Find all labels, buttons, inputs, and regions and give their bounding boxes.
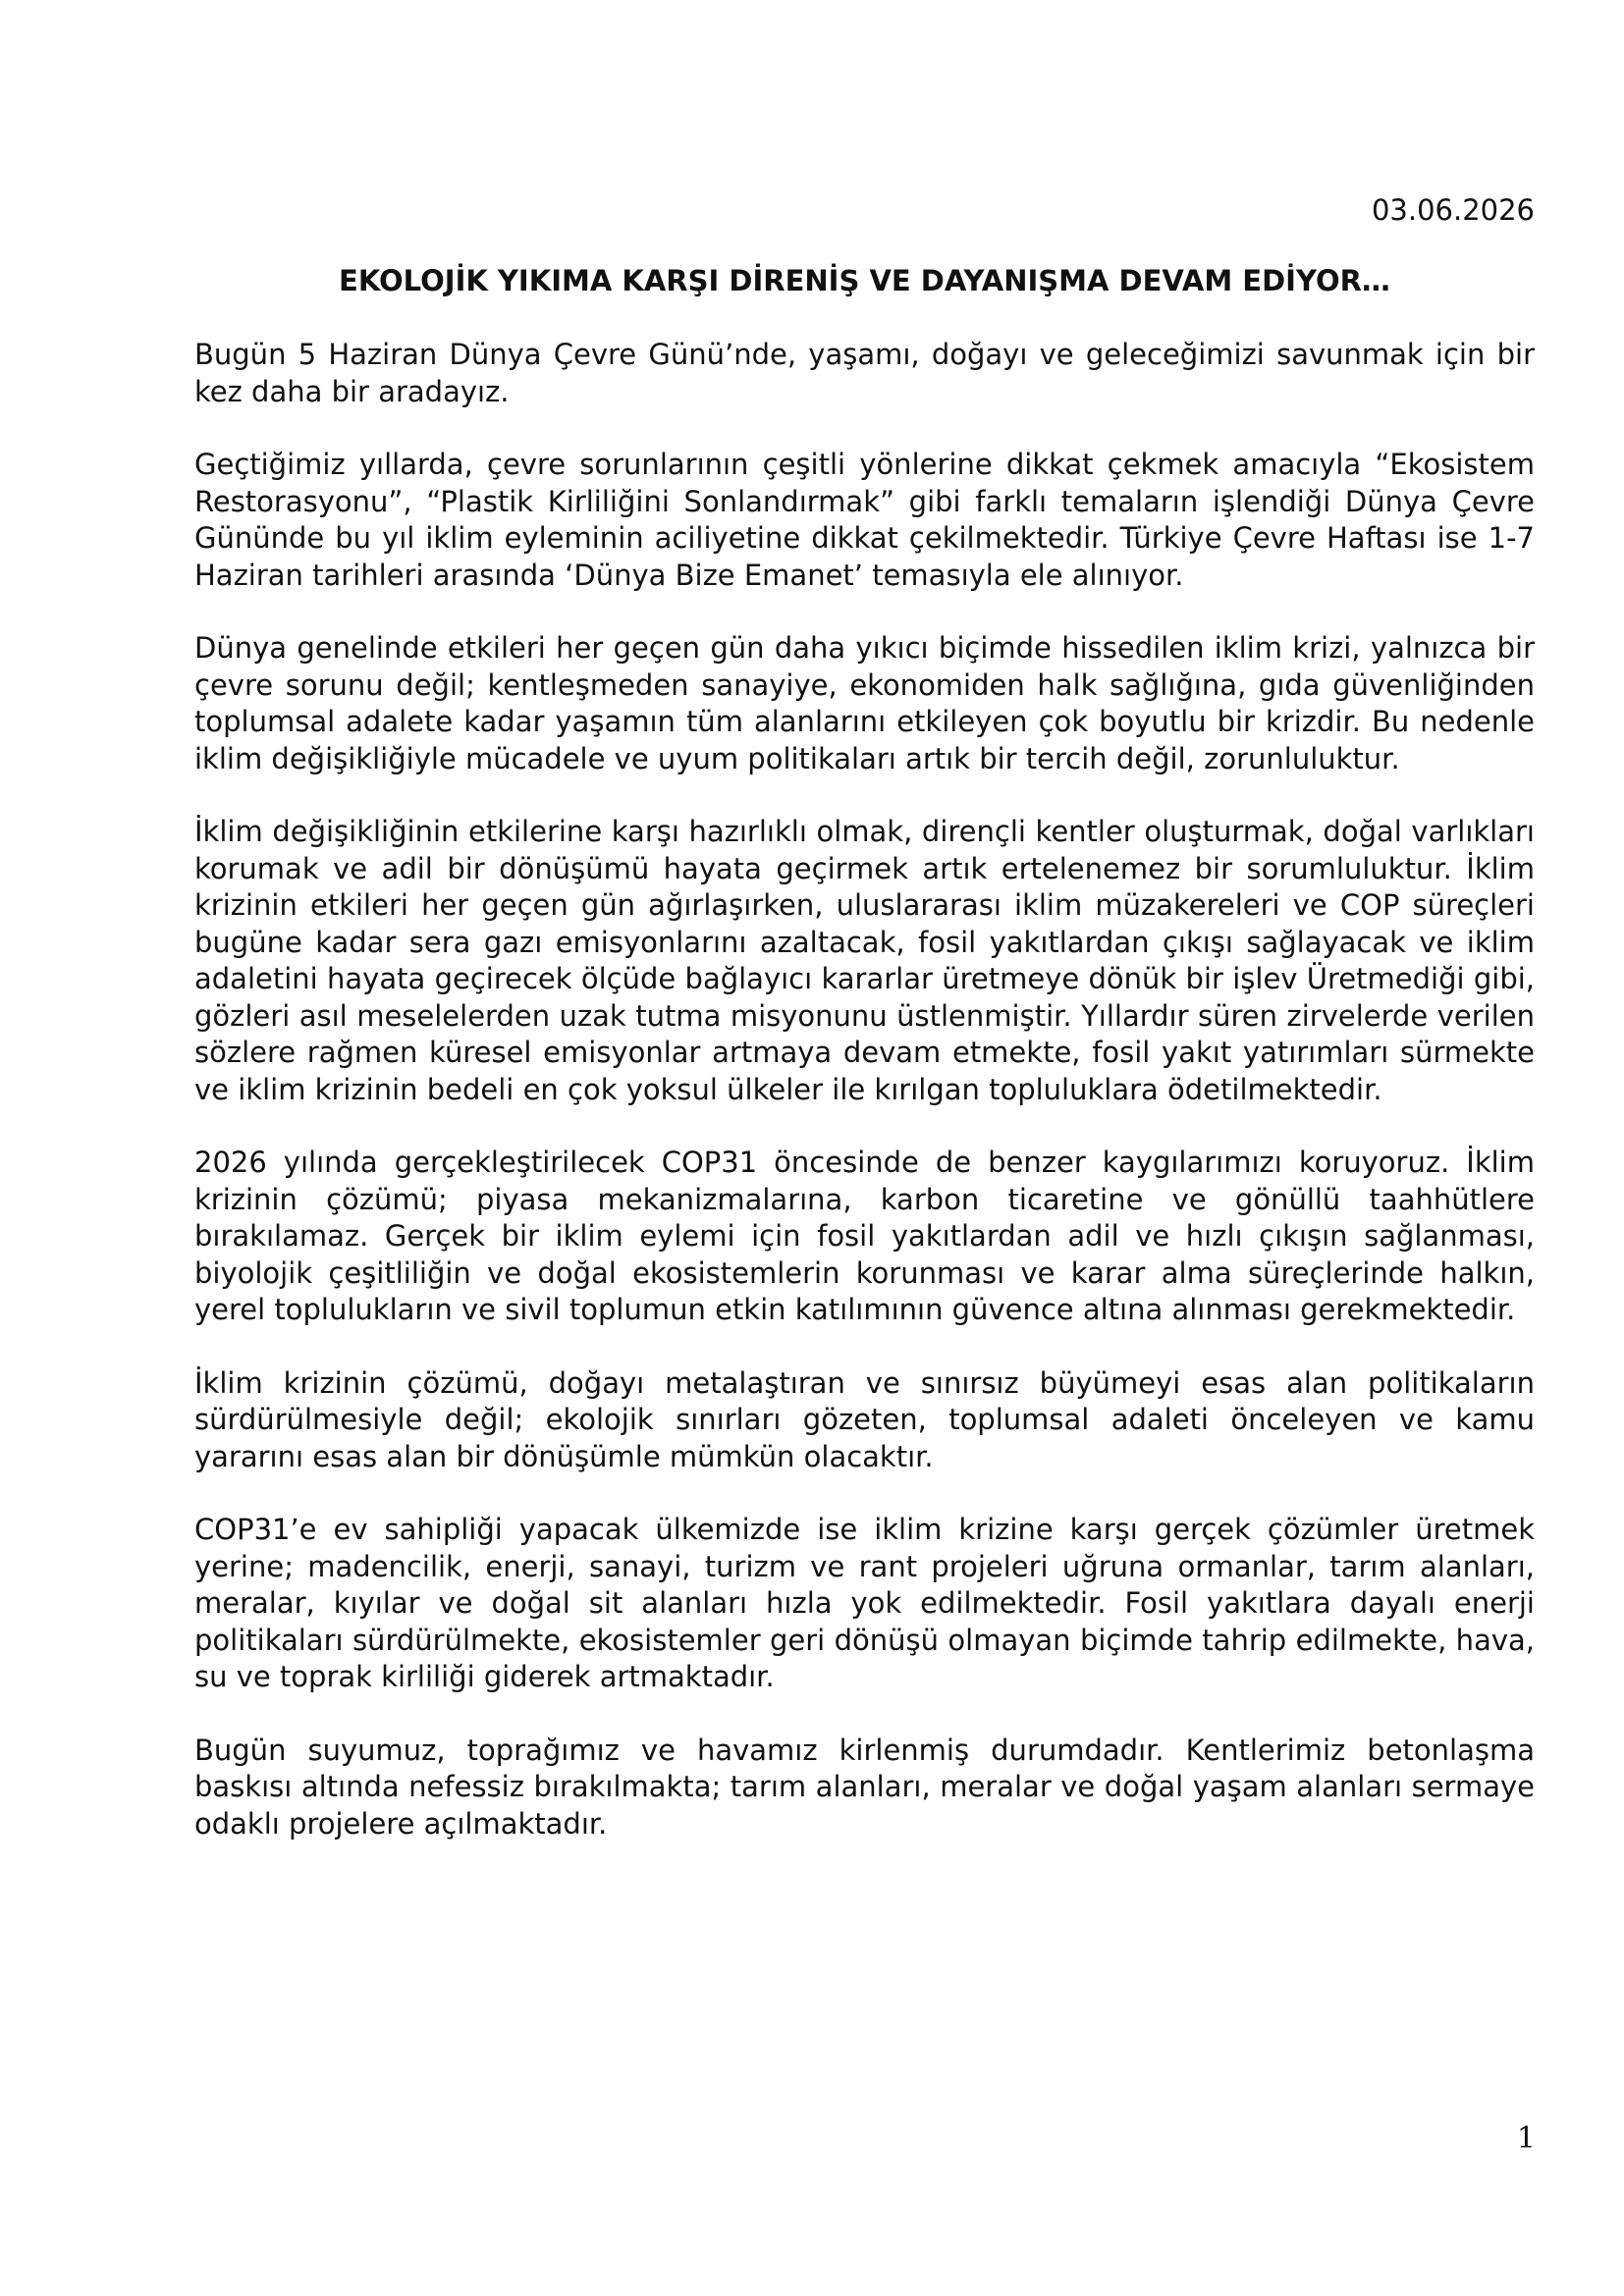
document-body (194, 192, 1535, 1879)
document-date: 03.06.2026 (1371, 193, 1535, 227)
paragraph: İklim değişikliğinin etkilerine karşı hazırlıklı olmak, dirençli kentler oluşturmak, doğal varlıkları korumak ve adil bir dönüşümü hayata geçirmek artık ertelenemez bir sorumluluktur. İklim krizinin etkileri her geçen gün ağırlaşırken, uluslararası iklim müzakereleri ve COP süreçleri bugüne kadar sera gazı emisyonlarını azaltacak, fosil yakıtlardan çıkışı sağlayacak ve iklim adaletini hayata geçirecek ölçüde bağlayıcı kararlar üretmeye dönük bir işlev Üretmediği gibi, gözleri asıl meselelerden uzak tutma misyonunu üstlenmiştir. Yıllardır süren zirvelerde verilen sözlere rağmen küresel emisyonlar artmaya devam etmekte, fosil yakıt yatırımları sürmekte ve iklim krizinin bedeli en çok yoksul ülkeler ile kırılgan topluluklara ödetilmektedir. (194, 815, 1535, 1106)
paragraph: Bugün suyumuz, toprağımız ve havamız kirlenmiş durumdadır. Kentlerimiz betonlaşma baskısı altında nefessiz bırakılmakta; tarım alanları, meralar ve doğal yaşam alanları sermaye odaklı projelere açılmaktadır. (194, 1733, 1535, 1841)
paragraph: COP31’e ev sahipliği yapacak ülkemizde ise iklim krizine karşı gerçek çözümler üretmek yerine; madencilik, enerji, sanayi, turizm ve rant projeleri uğruna ormanlar, tarım alanları, meralar, kıyılar ve doğal sit alanları hızla yok edilmektedir. Fosil yakıtlara dayalı enerji politikaları sürdürülmekte, ekosistemler geri dönüşü olmayan biçimde tahrip edilmekte, hava, su ve toprak kirliliği giderek artmaktadır. (194, 1513, 1535, 1693)
page-number: 1 (1516, 2121, 1536, 2156)
paragraph: Geçtiğimiz yıllarda, çevre sorunlarının çeşitli yönlerine dikkat çekmek amacıyla “Ekosistem Restorasyonu”, “Plastik Kirliliğini Sonlandırmak” gibi farklı temaların işlendiği Dünya Çevre Gününde bu yıl iklim eyleminin aciliyetine dikkat çekilmektedir. Türkiye Çevre Haftası ise 1-7 Haziran tarihleri arasında ‘Dünya Bize Emanet’ temasıyla ele alınıyor. (194, 448, 1535, 592)
document-title: EKOLOJİK YIKIMA KARŞI DİRENİŞ VE DAYANIŞMA DEVAM EDİYOR… (339, 263, 1390, 297)
paragraph: Bugün 5 Haziran Dünya Çevre Günü’nde, yaşamı, doğayı ve geleceğimizi savunmak için bir kez daha bir aradayız. (194, 338, 1535, 408)
paragraph: 2026 yılında gerçekleştirilecek COP31 öncesinde de benzer kaygılarımızı koruyoruz. İklim krizinin çözümü; piyasa mekanizmalarına, karbon ticaretine ve gönüllü taahhütlere bırakılamaz. Gerçek bir iklim eylemi için fosil yakıtlardan adil ve hızlı çıkışın sağlanması, biyolojik çeşitliliğin ve doğal ekosistemlerin korunması ve karar alma süreçlerinde halkın, yerel toplulukların ve sivil toplumun etkin katılımının güvence altına alınması gerekmektedir. (194, 1146, 1535, 1326)
paragraph: İklim krizinin çözümü, doğayı metalaştıran ve sınırsız büyümeyi esas alan politikaların sürdürülmesiyle değil; ekolojik sınırları gözeten, toplumsal adaleti önceleyen ve kamu yararını esas alan bir dönüşümle mümkün olacaktır. (194, 1365, 1535, 1473)
paragraph: Dünya genelinde etkileri her geçen gün daha yıkıcı biçimde hissedilen iklim krizi, yalnızca bir çevre sorunu değil; kentleşmeden sanayiye, ekonomiden halk sağlığına, gıda güvenliğinden toplumsal adalete kadar yaşamın tüm alanlarını etkileyen çok boyutlu bir krizdir. Bu nedenle iklim değişikliğiyle mücadele ve uyum politikaları artık bir tercih değil, zorunluluktur. (194, 631, 1535, 775)
